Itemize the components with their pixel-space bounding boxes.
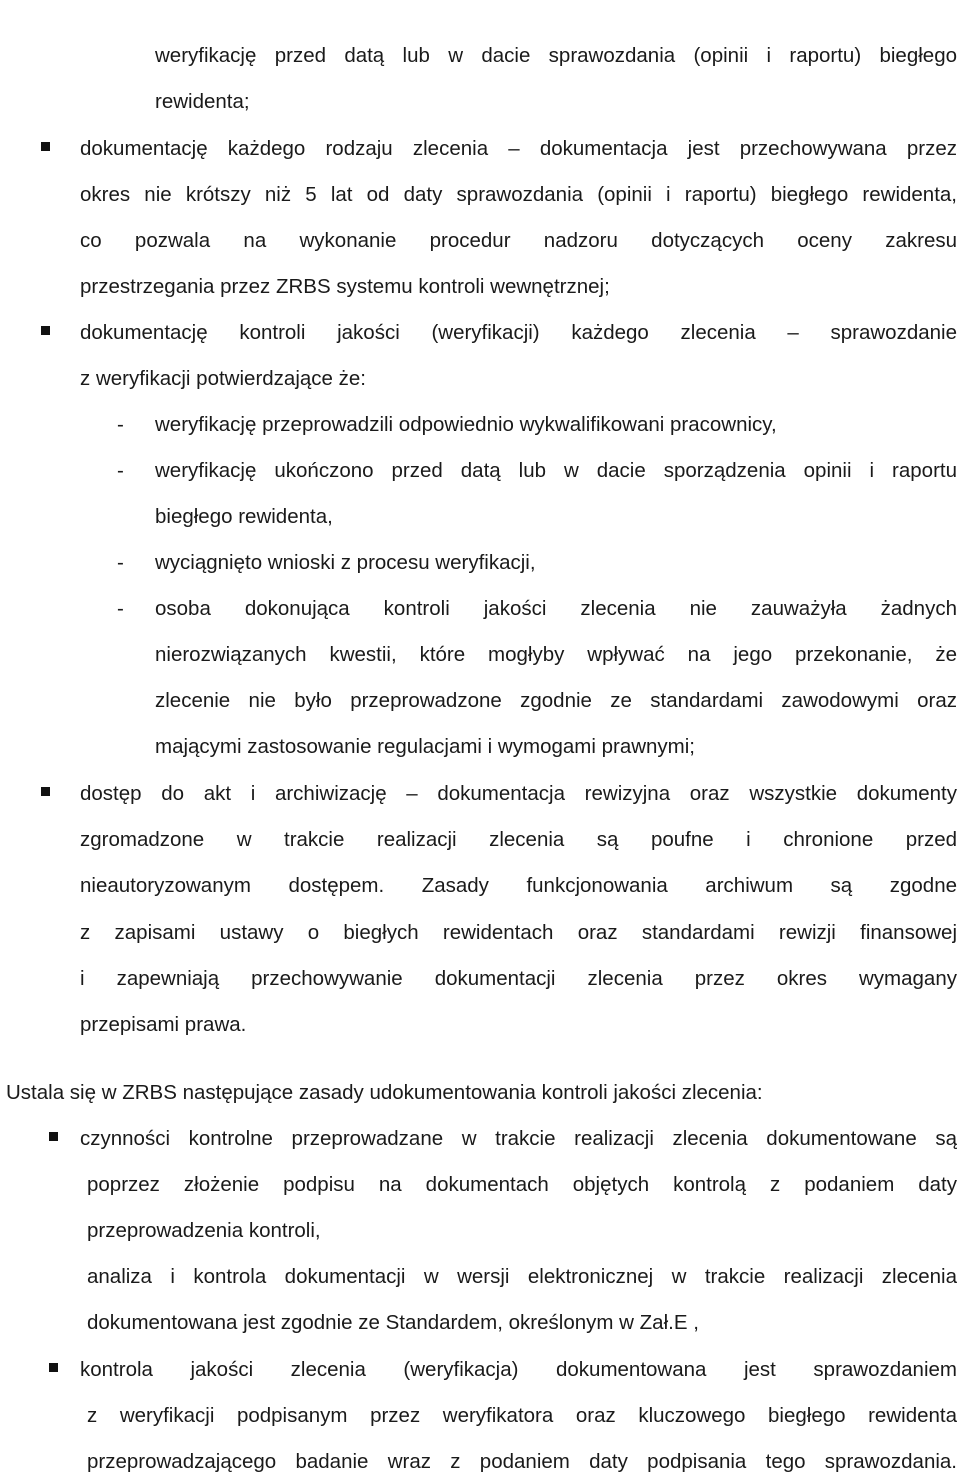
text-line: analiza i kontrola dokumentacji w wersji elektronicznej w trakcie realizacji zlecenia	[87, 1265, 957, 1288]
text-line: dokumentację każdego rodzaju zlecenia – dokumentacja jest przechowywana przez	[80, 137, 957, 160]
bullet-square-icon	[49, 1363, 58, 1372]
text-line: i zapewniają przechowywanie dokumentacji zlecenia przez okres wymagany	[80, 967, 957, 990]
bullet-square-icon	[41, 787, 50, 796]
text-line: przestrzegania przez ZRBS systemu kontroli wewnętrznej;	[80, 275, 610, 298]
text-line: wyciągnięto wnioski z procesu weryfikacji,	[155, 551, 536, 574]
text-line: weryfikację przeprowadzili odpowiednio wykwalifikowani pracownicy,	[155, 413, 777, 436]
text-line: rewidenta;	[155, 90, 250, 113]
text-line: poprzez złożenie podpisu na dokumentach objętych kontrolą z podaniem daty	[87, 1173, 957, 1196]
text-line: przeprowadzenia kontroli,	[87, 1219, 321, 1242]
text-line: nierozwiązanych kwestii, które mogłyby wpływać na jego przekonanie, że	[155, 643, 957, 666]
dash-marker: -	[117, 551, 124, 574]
bullet-square-icon	[41, 326, 50, 335]
text-line: nieautoryzowanym dostępem. Zasady funkcjonowania archiwum są zgodne	[80, 874, 957, 897]
text-line: osoba dokonująca kontroli jakości zlecenia nie zauważyła żadnych	[155, 597, 957, 620]
text-line: co pozwala na wykonanie procedur nadzoru dotyczących oceny zakresu	[80, 229, 957, 252]
bullet-square-icon	[49, 1132, 58, 1141]
text-line: okres nie krótszy niż 5 lat od daty sprawozdania (opinii i raportu) biegłego rewidenta,	[80, 183, 957, 206]
text-line: z weryfikacji podpisanym przez weryfikatora oraz kluczowego biegłego rewidenta	[87, 1404, 957, 1427]
text-line: kontrola jakości zlecenia (weryfikacja) dokumentowana jest sprawozdaniem	[80, 1358, 957, 1381]
text-line: zlecenie nie było przeprowadzone zgodnie ze standardami zawodowymi oraz	[155, 689, 957, 712]
text-line: przepisami prawa.	[80, 1013, 247, 1036]
text-line: czynności kontrolne przeprowadzane w trakcie realizacji zlecenia dokumentowane są	[80, 1127, 957, 1150]
text-line: biegłego rewidenta,	[155, 505, 333, 528]
text-line: weryfikację ukończono przed datą lub w dacie sporządzenia opinii i raportu	[155, 459, 957, 482]
text-line: dokumentację kontroli jakości (weryfikacji) każdego zlecenia – sprawozdanie	[80, 321, 957, 344]
text-line: weryfikację przed datą lub w dacie sprawozdania (opinii i raportu) biegłego	[155, 44, 957, 67]
text-line: przeprowadzającego badanie wraz z podaniem daty podpisania tego sprawozdania.	[87, 1450, 957, 1473]
dash-marker: -	[117, 597, 124, 620]
dash-marker: -	[117, 413, 124, 436]
text-line: z zapisami ustawy o biegłych rewidentach oraz standardami rewizji finansowej	[80, 921, 957, 944]
text-line: dostęp do akt i archiwizację – dokumentacja rewizyjna oraz wszystkie dokumenty	[80, 782, 957, 805]
text-line: zgromadzone w trakcie realizacji zlecenia są poufne i chronione przed	[80, 828, 957, 851]
text-line: dokumentowana jest zgodnie ze Standardem, określonym w Zał.E ,	[87, 1311, 699, 1334]
bullet-square-icon	[41, 142, 50, 151]
dash-marker: -	[117, 459, 124, 482]
section-heading: Ustala się w ZRBS następujące zasady udokumentowania kontroli jakości zlecenia:	[6, 1081, 763, 1104]
text-line: z weryfikacji potwierdzające że:	[80, 367, 366, 390]
text-line: mającymi zastosowanie regulacjami i wymogami prawnymi;	[155, 735, 696, 758]
